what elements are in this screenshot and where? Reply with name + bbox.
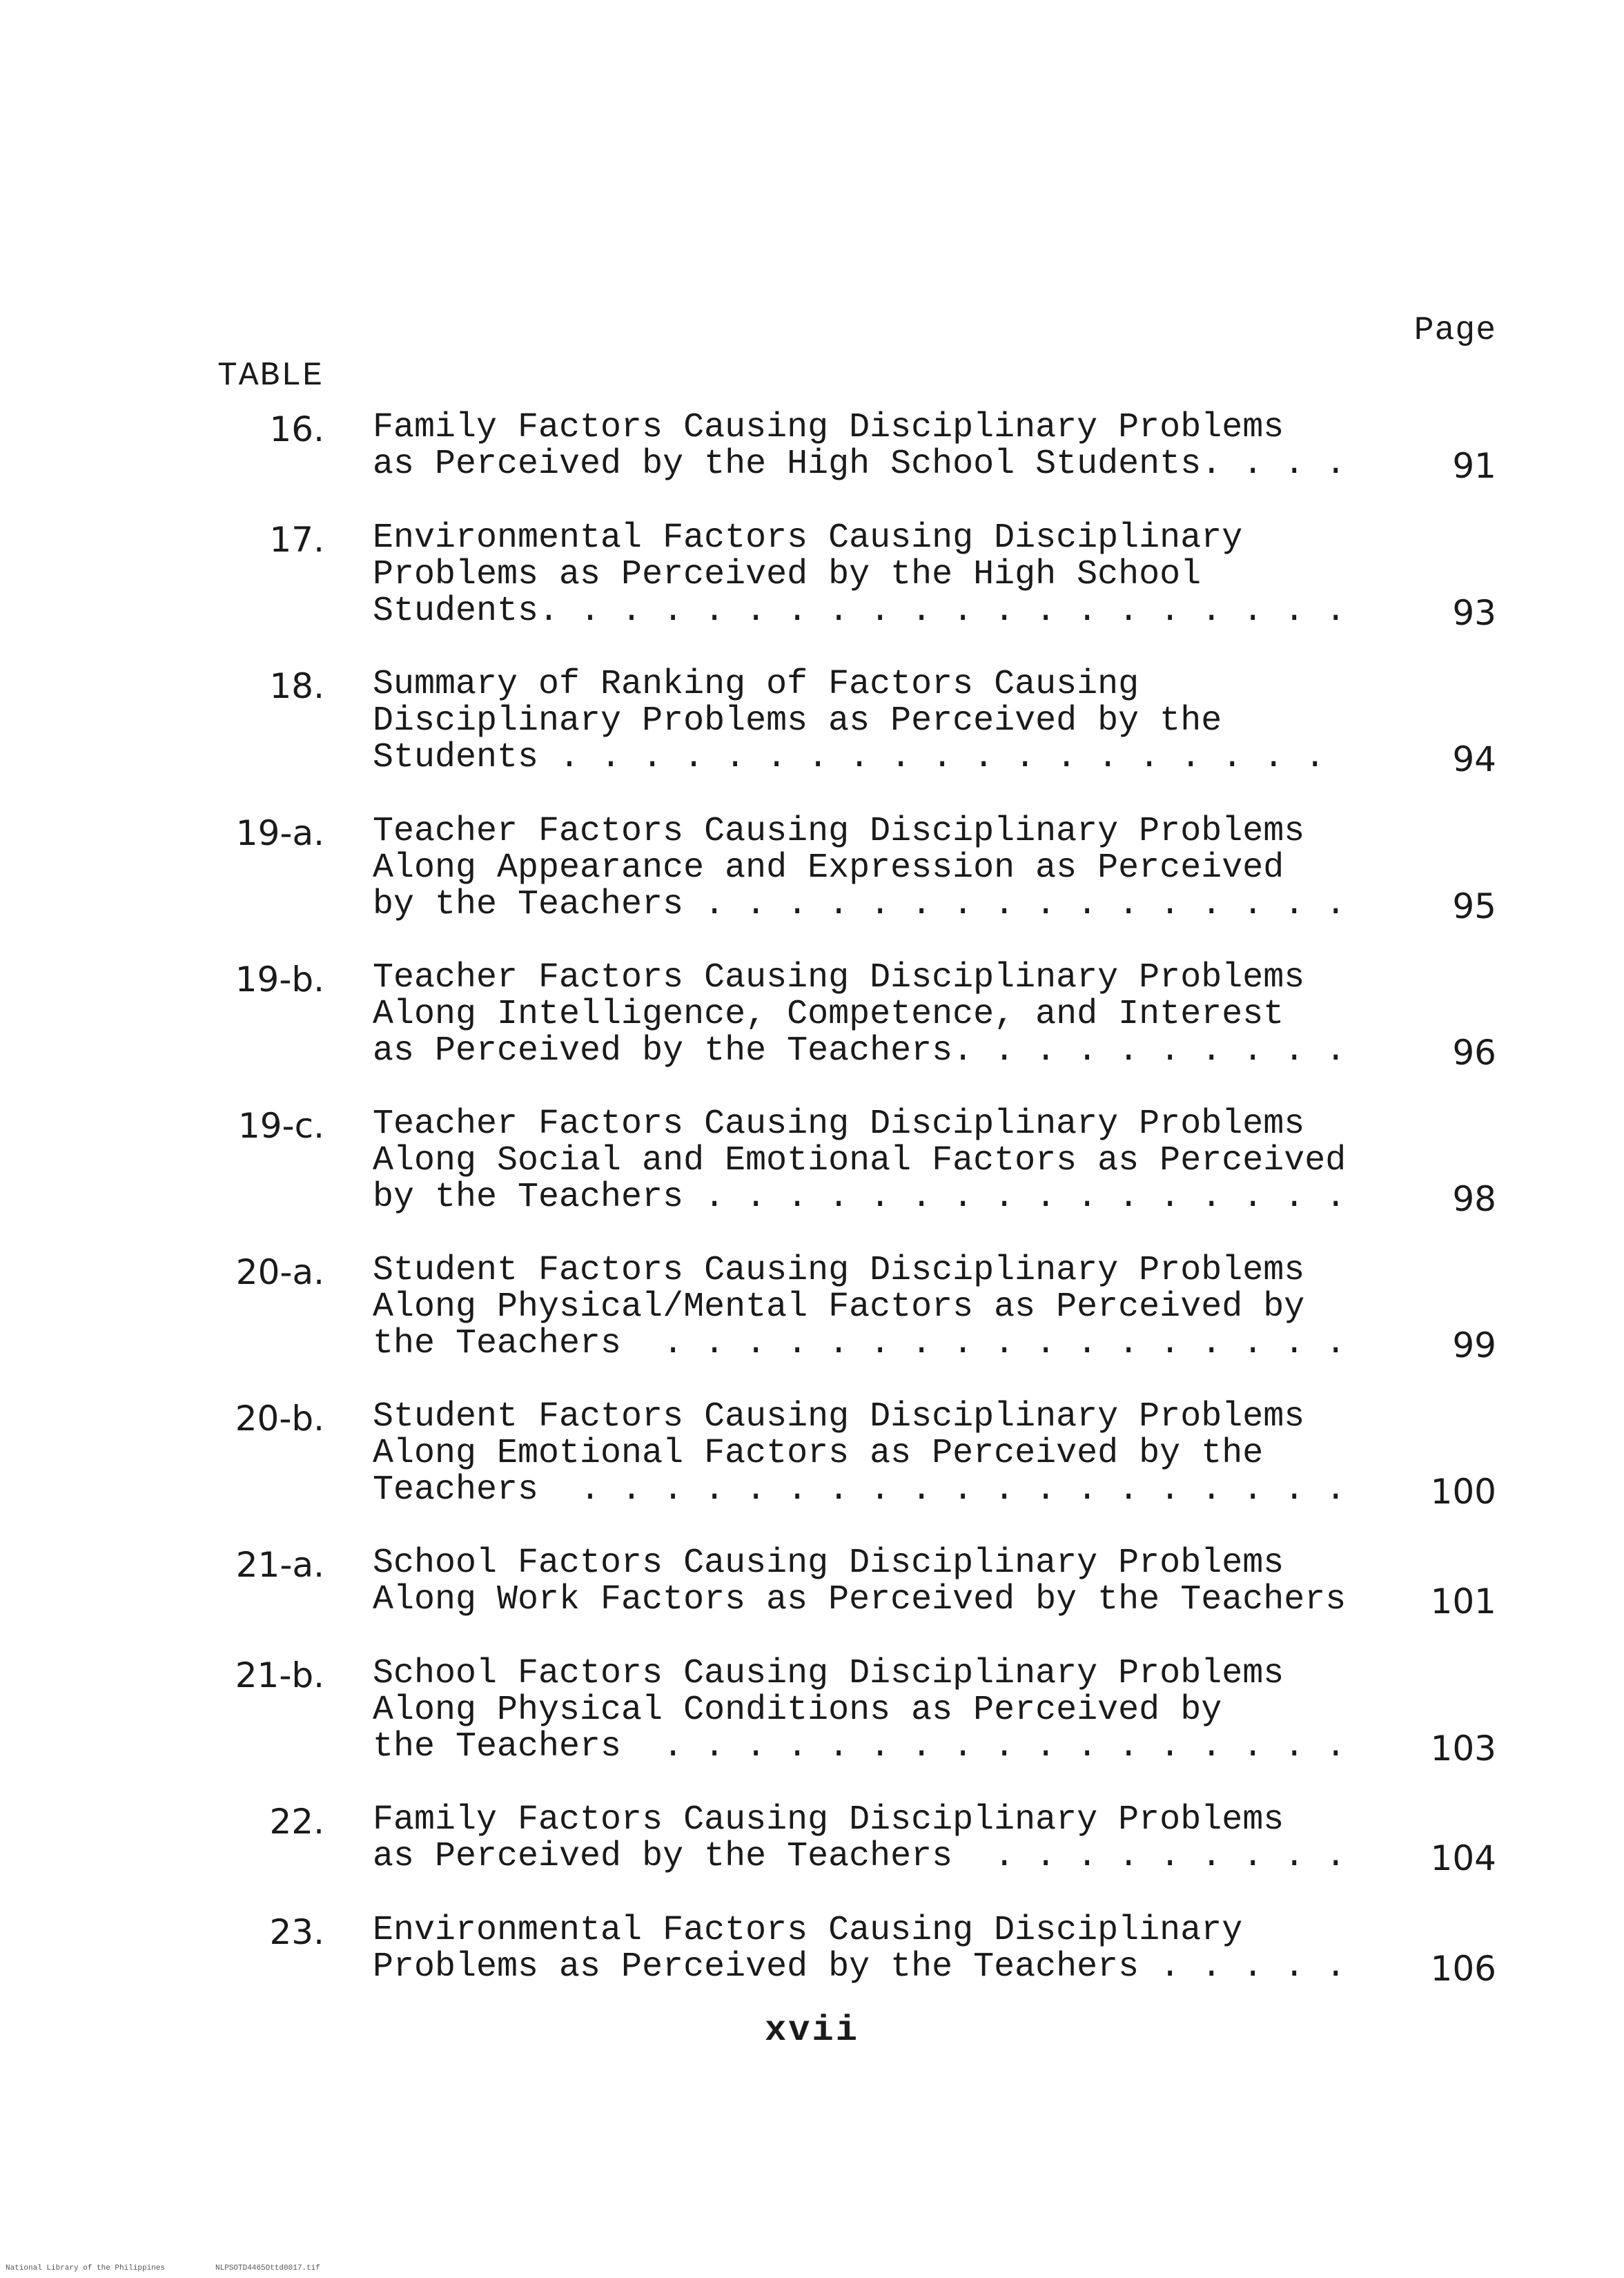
title-line: Teachers . . . . . . . . . . . . . . . . . . . — [373, 1470, 1347, 1510]
table-title — [373, 666, 1436, 776]
title-line: the Teachers . . . . . . . . . . . . . . . . . — [373, 1324, 1347, 1363]
table-title — [373, 960, 1436, 1069]
scan-filename: NLPSOTD4465Ottd0017.tif — [215, 2264, 320, 2272]
title-line: School Factors Causing Disciplinary Problems — [373, 1654, 1284, 1693]
page-number: 95 — [1452, 886, 1496, 926]
title-line: as Perceived by the Teachers. . . . . . . . . . — [373, 1031, 1347, 1071]
table-number: 19-c. — [237, 1106, 324, 1146]
page-number: 94 — [1452, 739, 1496, 779]
table-number: 19-a. — [235, 813, 324, 853]
table-number: 21-a. — [235, 1545, 324, 1585]
table-title — [373, 813, 1436, 923]
title-line: Along Physical Conditions as Perceived by — [373, 1691, 1222, 1730]
title-line: Teacher Factors Causing Disciplinary Problems — [373, 812, 1305, 851]
table-title — [373, 1399, 1436, 1508]
table-number: 21-b. — [235, 1655, 324, 1695]
title-line: Students. . . . . . . . . . . . . . . . . . . . — [373, 592, 1347, 631]
title-line: Family Factors Causing Disciplinary Problems — [373, 1800, 1284, 1840]
page-number: 98 — [1452, 1179, 1496, 1219]
page-number: 103 — [1430, 1729, 1496, 1769]
table-title — [373, 1252, 1436, 1362]
title-line: Student Factors Causing Disciplinary Problems — [373, 1397, 1305, 1437]
page-number: 91 — [1452, 446, 1496, 486]
title-line: Problems as Perceived by the High School — [373, 555, 1202, 594]
page-number: 100 — [1430, 1472, 1496, 1512]
table-number: 20-a. — [235, 1252, 324, 1292]
title-line: Disciplinary Problems as Perceived by the — [373, 701, 1222, 741]
title-line: by the Teachers . . . . . . . . . . . . . . . . — [373, 1178, 1347, 1217]
table-title — [373, 409, 1436, 483]
library-credit: National Library of the Philippines — [6, 2264, 166, 2272]
title-line: Along Intelligence, Competence, and Interest — [373, 995, 1284, 1034]
table-number: 20-b. — [235, 1399, 324, 1439]
table-title — [373, 1545, 1436, 1618]
title-line: Environmental Factors Causing Disciplinary — [373, 1911, 1243, 1950]
title-line: the Teachers . . . . . . . . . . . . . . . . . — [373, 1727, 1347, 1766]
title-line: Student Factors Causing Disciplinary Problems — [373, 1251, 1305, 1290]
title-line: Along Emotional Factors as Perceived by the — [373, 1434, 1264, 1473]
page-number: 101 — [1430, 1581, 1496, 1622]
title-line: Students . . . . . . . . . . . . . . . . . . . — [373, 738, 1326, 777]
title-line: Teacher Factors Causing Disciplinary Problems — [373, 1104, 1305, 1144]
page-number: 104 — [1430, 1838, 1496, 1878]
table-title — [373, 1802, 1436, 1875]
title-line: School Factors Causing Disciplinary Problems — [373, 1544, 1284, 1583]
page-number: 106 — [1430, 1949, 1496, 1989]
table-number: 16. — [269, 409, 324, 449]
page-column-label: Page — [1413, 312, 1496, 349]
title-line: as Perceived by the High School Students. . . . — [373, 445, 1347, 484]
title-line: as Perceived by the Teachers . . . . . . . . . — [373, 1837, 1347, 1876]
title-line: Summary of Ranking of Factors Causing — [373, 665, 1139, 704]
title-line: Along Work Factors as Perceived by the Teachers — [373, 1580, 1347, 1619]
title-line: by the Teachers . . . . . . . . . . . . . . . . — [373, 885, 1347, 924]
table-number: 22. — [269, 1802, 324, 1842]
page-number: 99 — [1452, 1325, 1496, 1365]
table-title — [373, 520, 1436, 630]
table-number: 17. — [269, 520, 324, 560]
table-number: 18. — [269, 666, 324, 706]
table-column-label: TABLE — [217, 358, 324, 395]
table-title — [373, 1106, 1436, 1216]
title-line: Along Physical/Mental Factors as Perceived by — [373, 1287, 1305, 1327]
table-number: 19-b. — [235, 960, 324, 1000]
title-line: Family Factors Causing Disciplinary Problems — [373, 408, 1284, 447]
title-line: Problems as Perceived by the Teachers . . . . . — [373, 1947, 1347, 1987]
page-number: 96 — [1452, 1033, 1496, 1073]
table-number: 23. — [269, 1912, 324, 1952]
table-title — [373, 1912, 1436, 1985]
page-number: 93 — [1452, 593, 1496, 633]
roman-page-number: xvii — [765, 2010, 859, 2051]
title-line: Environmental Factors Causing Disciplinary — [373, 518, 1243, 558]
title-line: Along Appearance and Expression as Perceived — [373, 848, 1284, 888]
table-title — [373, 1655, 1436, 1765]
title-line: Along Social and Emotional Factors as Perceived — [373, 1141, 1347, 1180]
title-line: Teacher Factors Causing Disciplinary Problems — [373, 958, 1305, 997]
